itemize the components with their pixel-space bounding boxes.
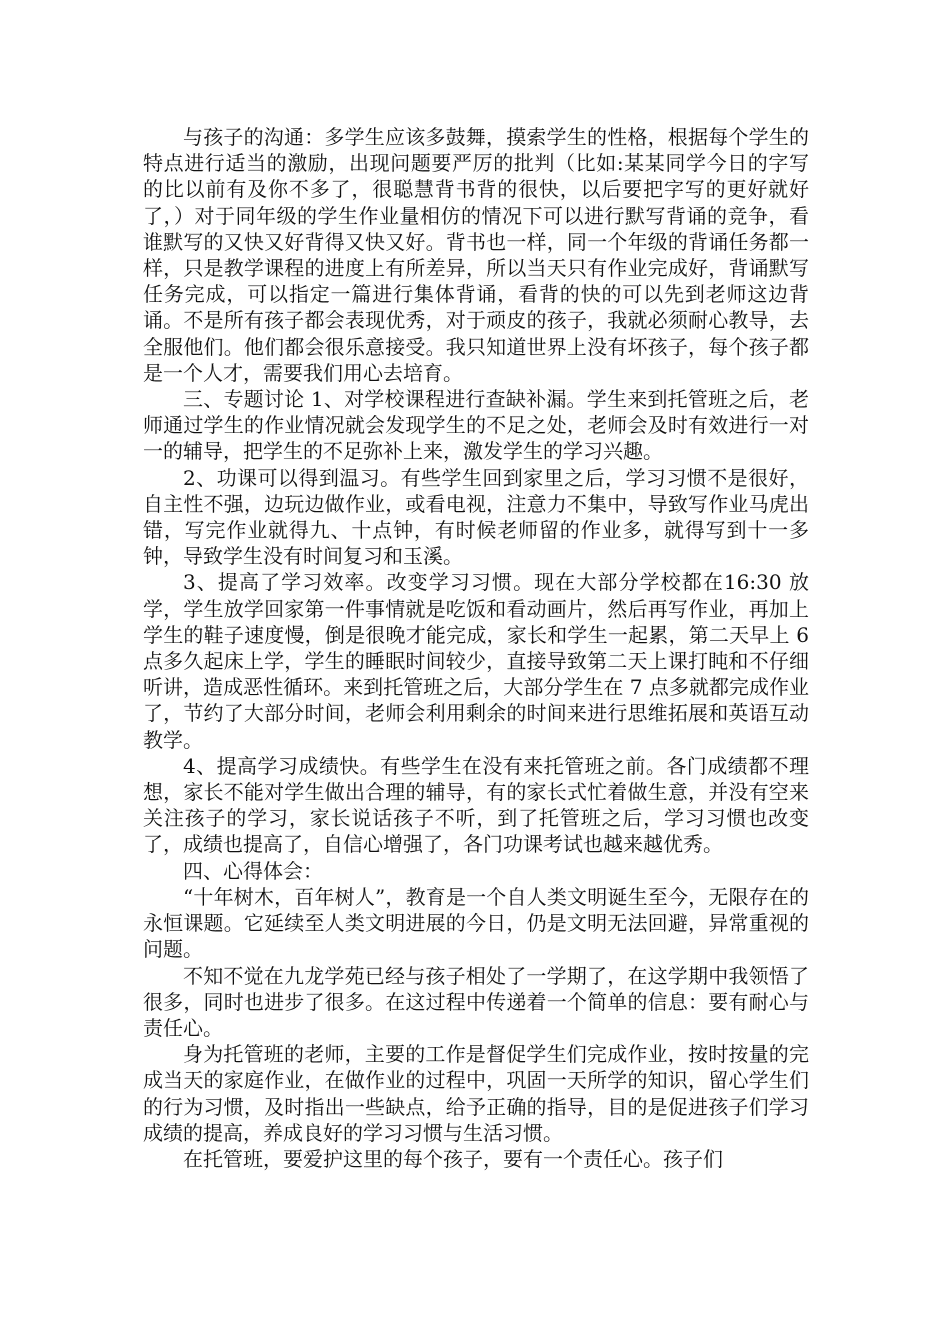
paragraph-topic-discussion-1: 三、专题讨论 1、对学校课程进行查缺补漏。学生来到托管班之后，老师通过学生的作业情况就会发现学生的不足之处，老师会及时有效进行一对一的辅导，把学生的不足弥补上来，激发学生的学习兴趣。: [143, 387, 809, 464]
paragraph-teacher-duties: 身为托管班的老师，主要的工作是督促学生们完成作业，按时按量的完成当天的家庭作业，在做作业的过程中，巩固一天所学的知识，留心学生们的行为习惯，及时指出一些缺点，给予正确的指导，目的是促进孩子们学习成绩的提高，养成良好的学习习惯与生活习惯。: [143, 1042, 809, 1145]
document-page: [143, 124, 809, 1172]
paragraph-topic-discussion-2: 2、功课可以得到温习。有些学生回到家里之后，学习习惯不是很好，自主性不强，边玩边做作业，或看电视，注意力不集中，导致写作业马虎出错，写完作业就得九、十点钟，有时候老师留的作业多，就得写到十一多钟，导致学生没有时间复习和玉溪。: [143, 465, 809, 569]
paragraph-topic-discussion-3: 3、提高了学习效率。改变学习习惯。现在大部分学校都在16:30 放学，学生放学回家第一件事情就是吃饭和看动画片，然后再写作业，再加上学生的鞋子速度慢，倒是很晚才能完成，家长和学生一起累，第二天早上 6 点多久起床上学，学生的睡眠时间较少，直接导致第二天上课打盹和不仔细听讲，造成恶性循环。来到托管班之后，大部分学生在 7 点多就都完成作业了，节约了大部分时间，老师会利用剩余的时间来进行思维拓展和英语互动教学。: [143, 570, 809, 752]
paragraph-topic-discussion-4: 4、提高学习成绩快。有些学生在没有来托管班之前。各门成绩都不理想，家长不能对学生做出合理的辅导，有的家长式忙着做生意，并没有空来关注孩子的学习，家长说话孩子不听，到了托管班之后，学习习惯也改变了，成绩也提高了，自信心增强了，各门功课考试也越来越优秀。: [143, 753, 809, 857]
paragraph-semester-experience: 不知不觉在九龙学苑已经与孩子相处了一学期了，在这学期中我领悟了很多，同时也进步了很多。在这过程中传递着一个简单的信息：要有耐心与责任心。: [143, 963, 809, 1040]
paragraph-education-quote: “十年树木，百年树人”，教育是一个自人类文明诞生至今，无限存在的永恒课题。它延续至人类文明进展的今日，仍是文明无法回避，异常重视的问题。: [143, 884, 809, 962]
paragraph-care-responsibility: 在托管班，要爱护这里的每个孩子，要有一个责任心。孩子们: [183, 1146, 723, 1171]
section-heading-reflections: 四、心得体会：: [183, 858, 323, 883]
paragraph-communication: 与孩子的沟通：多学生应该多鼓舞，摸索学生的性格，根据每个学生的特点进行适当的激励，出现问题要严厉的批判（比如:某某同学今日的字写的比以前有及你不多了，很聪慧背书背的很快，以后要把字写的更好就好了，）对于同年级的学生作业量相仿的情况下可以进行默写背诵的竞争，看谁默写的又快又好背得又快又好。背书也一样，同一个年级的背诵任务都一样，只是教学课程的进度上有所差异，所以当天只有作业完成好，背诵默写任务完成，可以指定一篇进行集体背诵，看背的快的可以先到老师这边背诵。不是所有孩子都会表现优秀，对于顽皮的孩子，我就必须耐心教导，去全服他们。他们都会很乐意接受。我只知道世界上没有坏孩子，每个孩子都是一个人才，需要我们用心去培育。: [143, 125, 809, 385]
